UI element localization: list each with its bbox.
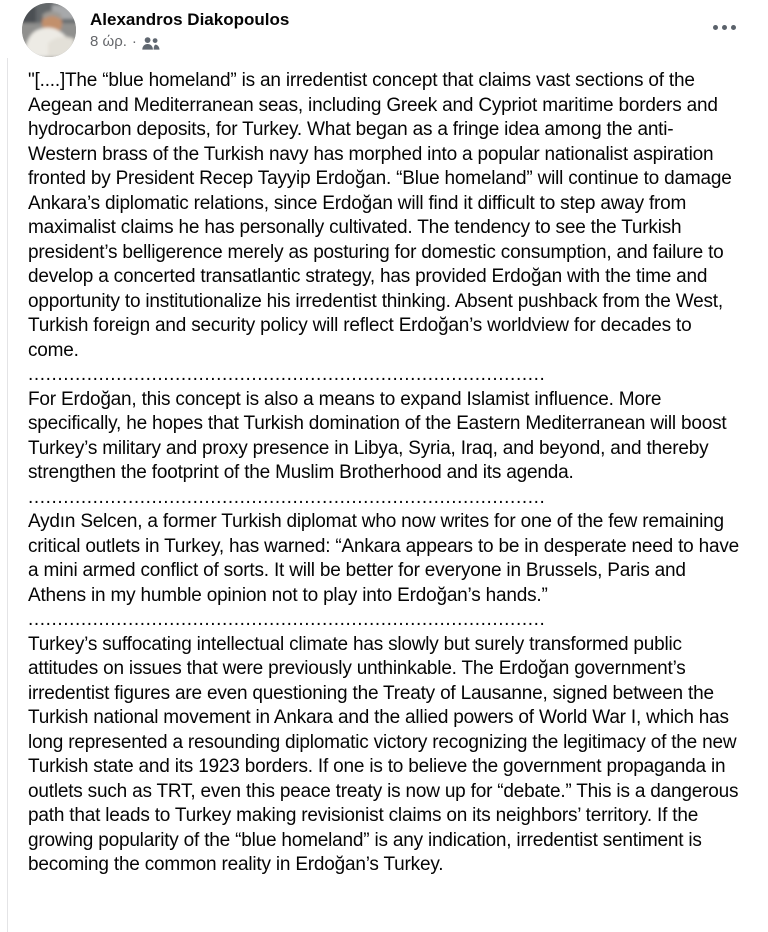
post-paragraph: Turkey’s suffocating intellectual climate has slowly but surely transformed public attitudes on issues that were previously unthinkable. The Erdoğan government’s irredentist figures are even questioning the Treaty of Lausanne, signed between the Turkish national movement in Ankara and the allied powers of World War I, which has long represented a resounding diplomatic victory recognizing the legitimacy of the new Turkish state and its 1923 borders. If one is to believe the government propaganda in outlets such as TRT, even this peace treaty is now up for “debate.” This is a dangerous path that leads to Turkey making revisionist claims on its neighbors’ territory. If the growing popularity of the “blue homeland” is any indication, irredentist sentiment is becoming the common reality in Erdoğan’s Turkey. xyxy=(28,633,739,875)
post-meta xyxy=(90,33,711,51)
author-name[interactable]: Alexandros Diakopoulos xyxy=(90,10,290,29)
avatar-photo xyxy=(22,3,76,57)
header-info xyxy=(90,3,711,51)
dotted-separator: ........................................................................................ xyxy=(28,609,546,630)
meta-separator-dot: · xyxy=(131,33,137,50)
post-paragraph: Aydın Selcen, a former Turkish diplomat who now writes for one of the few remaining critical outlets in Turkey, has warned: “Ankara appears to be in desperate need to have a mini armed conflict of sorts. It will be better for everyone in Brussels, Paris and Athens in my humble opinion not to play into Erdoğan’s hands.” xyxy=(28,511,740,606)
dotted-separator: ........................................................................................ xyxy=(28,364,546,385)
viewport-edge-line xyxy=(7,58,8,932)
post-paragraph: "[....]The “blue homeland” is an irredentist concept that claims vast sections of the Aegean and Mediterranean seas, including Greek and Cypriot maritime borders and hydrocarbon deposits, for Turkey. What began as a fringe idea among the anti-Western brass of the Turkish navy has morphed into a popular nationalist aspiration fronted by President Recep Tayyip Erdoğan. “Blue homeland” will continue to damage Ankara’s diplomatic relations, since Erdoğan will find it difficult to step away from maximalist claims he has personally cultivated. The tendency to see the Turkish president’s belligerence merely as posturing for domestic consumption, and failure to develop a concerted transatlantic strategy, has provided Erdoğan with the time and opportunity to institutionalize his irredentist thinking. Absent pushback from the West, Turkish foreign and security policy will reflect Erdoğan’s worldview for decades to come. xyxy=(28,70,732,361)
friends-icon xyxy=(142,37,160,50)
ellipsis-dot xyxy=(722,25,727,30)
timestamp[interactable]: 8 ώρ. xyxy=(90,33,127,50)
ellipsis-dot xyxy=(713,25,718,30)
dotted-separator: ........................................................................................ xyxy=(28,486,546,508)
avatar[interactable] xyxy=(22,3,76,57)
ellipsis-dot xyxy=(731,25,736,30)
post-header xyxy=(0,0,768,57)
ellipsis-menu-button[interactable] xyxy=(711,15,738,40)
post-body xyxy=(0,69,768,878)
post-paragraph: For Erdoğan, this concept is also a means to expand Islamist influence. More specifically, he hopes that Turkish domination of the Eastern Mediterranean will boost Turkey’s military and proxy presence in Libya, Syria, Iraq, and beyond, and thereby strengthen the footprint of the Muslim Brotherhood and its agenda. xyxy=(28,388,727,483)
